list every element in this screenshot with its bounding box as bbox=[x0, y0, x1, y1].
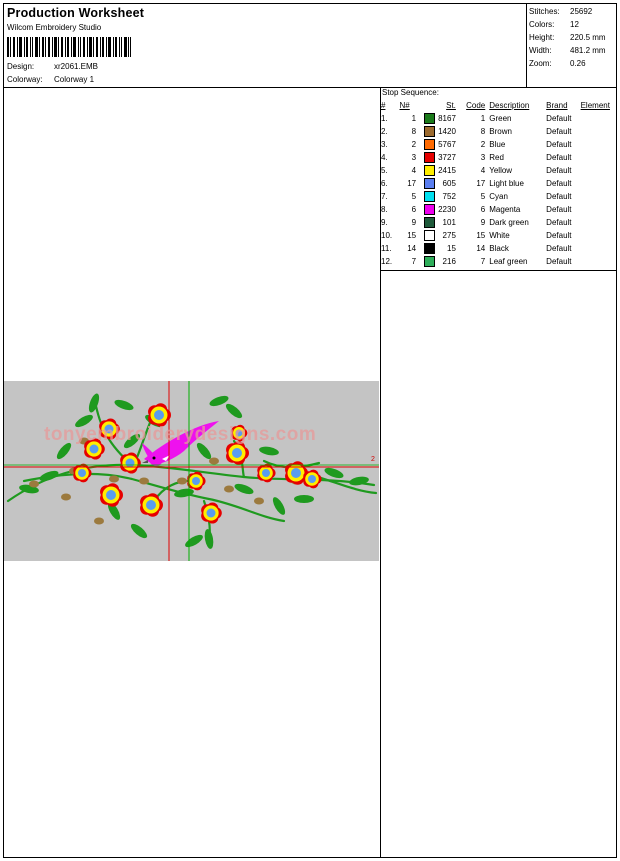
brand-cell: Default bbox=[546, 179, 572, 188]
color-swatch-cell bbox=[422, 164, 435, 177]
leaf bbox=[113, 398, 135, 412]
description-cell: Magenta bbox=[489, 205, 521, 214]
color-swatch-cell bbox=[422, 229, 435, 242]
seq-cell: 3. bbox=[381, 140, 388, 149]
color-swatch-cell bbox=[422, 216, 435, 229]
element-cell bbox=[581, 112, 620, 125]
needle-cell: 9 bbox=[411, 218, 417, 227]
color-swatch-cell bbox=[422, 242, 435, 255]
brand-cell: Default bbox=[546, 205, 572, 214]
code-cell: 7 bbox=[480, 257, 486, 266]
description-cell: Green bbox=[489, 114, 512, 123]
element-cell bbox=[581, 216, 620, 229]
brand-cell: Default bbox=[546, 166, 572, 175]
element-cell bbox=[581, 125, 620, 138]
design-label: Design: bbox=[7, 62, 35, 71]
description-cell: Brown bbox=[489, 127, 512, 136]
stitches-cell: 8167 bbox=[438, 114, 456, 123]
leaf bbox=[258, 445, 279, 456]
colorway-label: Colorway: bbox=[7, 75, 43, 84]
bud bbox=[109, 476, 119, 483]
leaf bbox=[129, 522, 149, 541]
needle-cell: 15 bbox=[407, 231, 417, 240]
description-cell: Cyan bbox=[489, 192, 508, 201]
seq-cell: 12. bbox=[381, 257, 393, 266]
flower bbox=[303, 470, 321, 489]
flower bbox=[140, 493, 163, 516]
stitches-cell: 216 bbox=[442, 257, 456, 266]
color-swatch bbox=[424, 243, 435, 254]
code-cell: 3 bbox=[480, 153, 486, 162]
element-cell bbox=[581, 151, 620, 164]
needle-cell: 4 bbox=[411, 166, 417, 175]
colorway-row bbox=[7, 75, 94, 84]
element-cell bbox=[581, 255, 620, 268]
stop-sequence-title: Stop Sequence: bbox=[382, 88, 439, 97]
table-row bbox=[381, 216, 620, 229]
seq-cell: 11. bbox=[381, 244, 392, 253]
stats-panel bbox=[529, 5, 617, 70]
code-cell: 15 bbox=[476, 231, 486, 240]
stitches-cell: 3727 bbox=[438, 153, 456, 162]
color-swatch bbox=[424, 204, 435, 215]
leaf bbox=[271, 495, 288, 516]
leaf bbox=[323, 466, 345, 480]
header-swatch bbox=[422, 100, 435, 112]
element-cell bbox=[581, 164, 620, 177]
needle-cell: 17 bbox=[407, 179, 417, 188]
page-marker: 2 bbox=[371, 456, 375, 463]
table-row bbox=[381, 151, 620, 164]
bud bbox=[61, 494, 71, 501]
color-swatch-cell bbox=[422, 125, 435, 138]
stat-colors: Colors: 12 bbox=[529, 20, 579, 29]
code-cell: 14 bbox=[476, 244, 486, 253]
seq-cell: 2. bbox=[381, 127, 388, 136]
seq-cell: 6. bbox=[381, 179, 388, 188]
stat-height: Height: 220.5 mm bbox=[529, 33, 606, 42]
stitches-cell: 752 bbox=[442, 192, 456, 201]
element-cell bbox=[581, 190, 620, 203]
software-name: Wilcom Embroidery Studio bbox=[7, 23, 102, 32]
leaf bbox=[183, 533, 204, 550]
color-swatch bbox=[424, 139, 435, 150]
brand-cell: Default bbox=[546, 257, 572, 266]
header-n: N# bbox=[399, 101, 410, 110]
element-cell bbox=[581, 177, 620, 190]
table-row bbox=[381, 242, 620, 255]
page-title: Production Worksheet bbox=[7, 6, 145, 20]
stitches-cell: 101 bbox=[442, 218, 456, 227]
needle-cell: 6 bbox=[411, 205, 417, 214]
table-row bbox=[381, 177, 620, 190]
header-st: St. bbox=[446, 101, 456, 110]
stop-sequence-table bbox=[381, 100, 620, 268]
seq-cell: 4. bbox=[381, 153, 388, 162]
stitches-cell: 2230 bbox=[438, 205, 456, 214]
table-header-row bbox=[381, 100, 620, 112]
color-swatch bbox=[424, 217, 435, 228]
bud bbox=[177, 478, 187, 485]
design-preview bbox=[4, 381, 379, 561]
bud bbox=[254, 498, 264, 505]
description-cell: Black bbox=[489, 244, 509, 253]
colorway-value: Colorway 1 bbox=[54, 75, 95, 84]
needle-cell: 7 bbox=[411, 257, 417, 266]
seq-cell: 10. bbox=[381, 231, 393, 240]
color-swatch-cell bbox=[422, 151, 435, 164]
code-cell: 1 bbox=[480, 114, 486, 123]
seq-cell: 9. bbox=[381, 218, 388, 227]
flower bbox=[187, 472, 205, 491]
bud bbox=[224, 486, 234, 493]
color-swatch bbox=[424, 126, 435, 137]
stitches-cell: 605 bbox=[442, 179, 456, 188]
brand-cell: Default bbox=[546, 231, 572, 240]
flower bbox=[73, 464, 91, 483]
bud bbox=[94, 518, 104, 525]
color-swatch bbox=[424, 152, 435, 163]
header-description: Description bbox=[489, 101, 530, 110]
brand-cell: Default bbox=[546, 114, 572, 123]
stats-divider bbox=[526, 3, 527, 87]
seq-cell: 5. bbox=[381, 166, 388, 175]
needle-cell: 5 bbox=[411, 192, 417, 201]
stops-bottom-divider bbox=[380, 270, 617, 271]
header-seq: # bbox=[381, 101, 386, 110]
element-cell bbox=[581, 203, 620, 216]
design-row bbox=[7, 62, 98, 71]
leaf bbox=[87, 392, 101, 414]
needle-cell: 14 bbox=[407, 244, 417, 253]
color-swatch bbox=[424, 256, 435, 267]
code-cell: 8 bbox=[480, 127, 486, 136]
color-swatch bbox=[424, 191, 435, 202]
leaf bbox=[224, 402, 244, 421]
color-swatch-cell bbox=[422, 203, 435, 216]
description-cell: Yellow bbox=[489, 166, 513, 175]
barcode bbox=[7, 37, 131, 57]
description-cell: Dark green bbox=[489, 218, 529, 227]
table-row bbox=[381, 138, 620, 151]
brand-cell: Default bbox=[546, 218, 572, 227]
needle-cell: 8 bbox=[411, 127, 417, 136]
description-cell: Leaf green bbox=[489, 257, 528, 266]
code-cell: 4 bbox=[480, 166, 486, 175]
color-swatch bbox=[424, 230, 435, 241]
needle-cell: 1 bbox=[411, 114, 417, 123]
stitches-cell: 275 bbox=[442, 231, 456, 240]
stat-zoom: Zoom: 0.26 bbox=[529, 59, 586, 68]
color-swatch bbox=[424, 165, 435, 176]
element-cell bbox=[581, 138, 620, 151]
bud bbox=[29, 481, 39, 488]
color-swatch bbox=[424, 178, 435, 189]
stitches-cell: 2415 bbox=[438, 166, 456, 175]
leaf bbox=[294, 495, 314, 503]
leaf bbox=[233, 482, 255, 496]
stat-width: Width: 481.2 mm bbox=[529, 46, 606, 55]
stitches-cell: 1420 bbox=[438, 127, 456, 136]
seq-cell: 7. bbox=[381, 192, 388, 201]
embroidery-design bbox=[4, 381, 379, 561]
needle-cell: 2 bbox=[411, 140, 417, 149]
color-swatch bbox=[424, 113, 435, 124]
header-divider bbox=[3, 87, 617, 88]
color-swatch-cell bbox=[422, 177, 435, 190]
brand-cell: Default bbox=[546, 127, 572, 136]
table-row bbox=[381, 190, 620, 203]
leaf bbox=[203, 528, 214, 549]
code-cell: 9 bbox=[480, 218, 486, 227]
design-value: xr2061.EMB bbox=[54, 62, 99, 71]
table-row bbox=[381, 164, 620, 177]
code-cell: 5 bbox=[480, 192, 486, 201]
table-row bbox=[381, 125, 620, 138]
watermark: tonyembroiderydesigns.com bbox=[44, 424, 317, 445]
stat-stitches: Stitches: 25692 bbox=[529, 7, 593, 16]
brand-cell: Default bbox=[546, 244, 572, 253]
table-row bbox=[381, 255, 620, 268]
seq-cell: 1. bbox=[381, 114, 388, 123]
flower bbox=[201, 502, 222, 523]
header-element: Element bbox=[580, 101, 610, 110]
table-row bbox=[381, 112, 620, 125]
element-cell bbox=[581, 242, 620, 255]
seq-cell: 8. bbox=[381, 205, 388, 214]
code-cell: 6 bbox=[480, 205, 486, 214]
color-swatch-cell bbox=[422, 112, 435, 125]
header-code: Code bbox=[466, 101, 486, 110]
color-swatch-cell bbox=[422, 190, 435, 203]
stitches-cell: 5767 bbox=[438, 140, 456, 149]
bud bbox=[209, 458, 219, 465]
stitches-cell: 15 bbox=[447, 244, 456, 253]
color-swatch-cell bbox=[422, 138, 435, 151]
leaf bbox=[173, 487, 194, 498]
flower bbox=[100, 483, 123, 506]
description-cell: Red bbox=[489, 153, 504, 162]
description-cell: Blue bbox=[489, 140, 506, 149]
needle-cell: 3 bbox=[411, 153, 417, 162]
table-row bbox=[381, 229, 620, 242]
code-cell: 17 bbox=[476, 179, 486, 188]
element-cell bbox=[581, 229, 620, 242]
header-brand: Brand bbox=[546, 101, 568, 110]
color-swatch-cell bbox=[422, 255, 435, 268]
brand-cell: Default bbox=[546, 140, 572, 149]
table-row bbox=[381, 203, 620, 216]
description-cell: White bbox=[489, 231, 510, 240]
brand-cell: Default bbox=[546, 192, 572, 201]
brand-cell: Default bbox=[546, 153, 572, 162]
description-cell: Light blue bbox=[489, 179, 524, 188]
code-cell: 2 bbox=[480, 140, 486, 149]
bud bbox=[139, 478, 149, 485]
